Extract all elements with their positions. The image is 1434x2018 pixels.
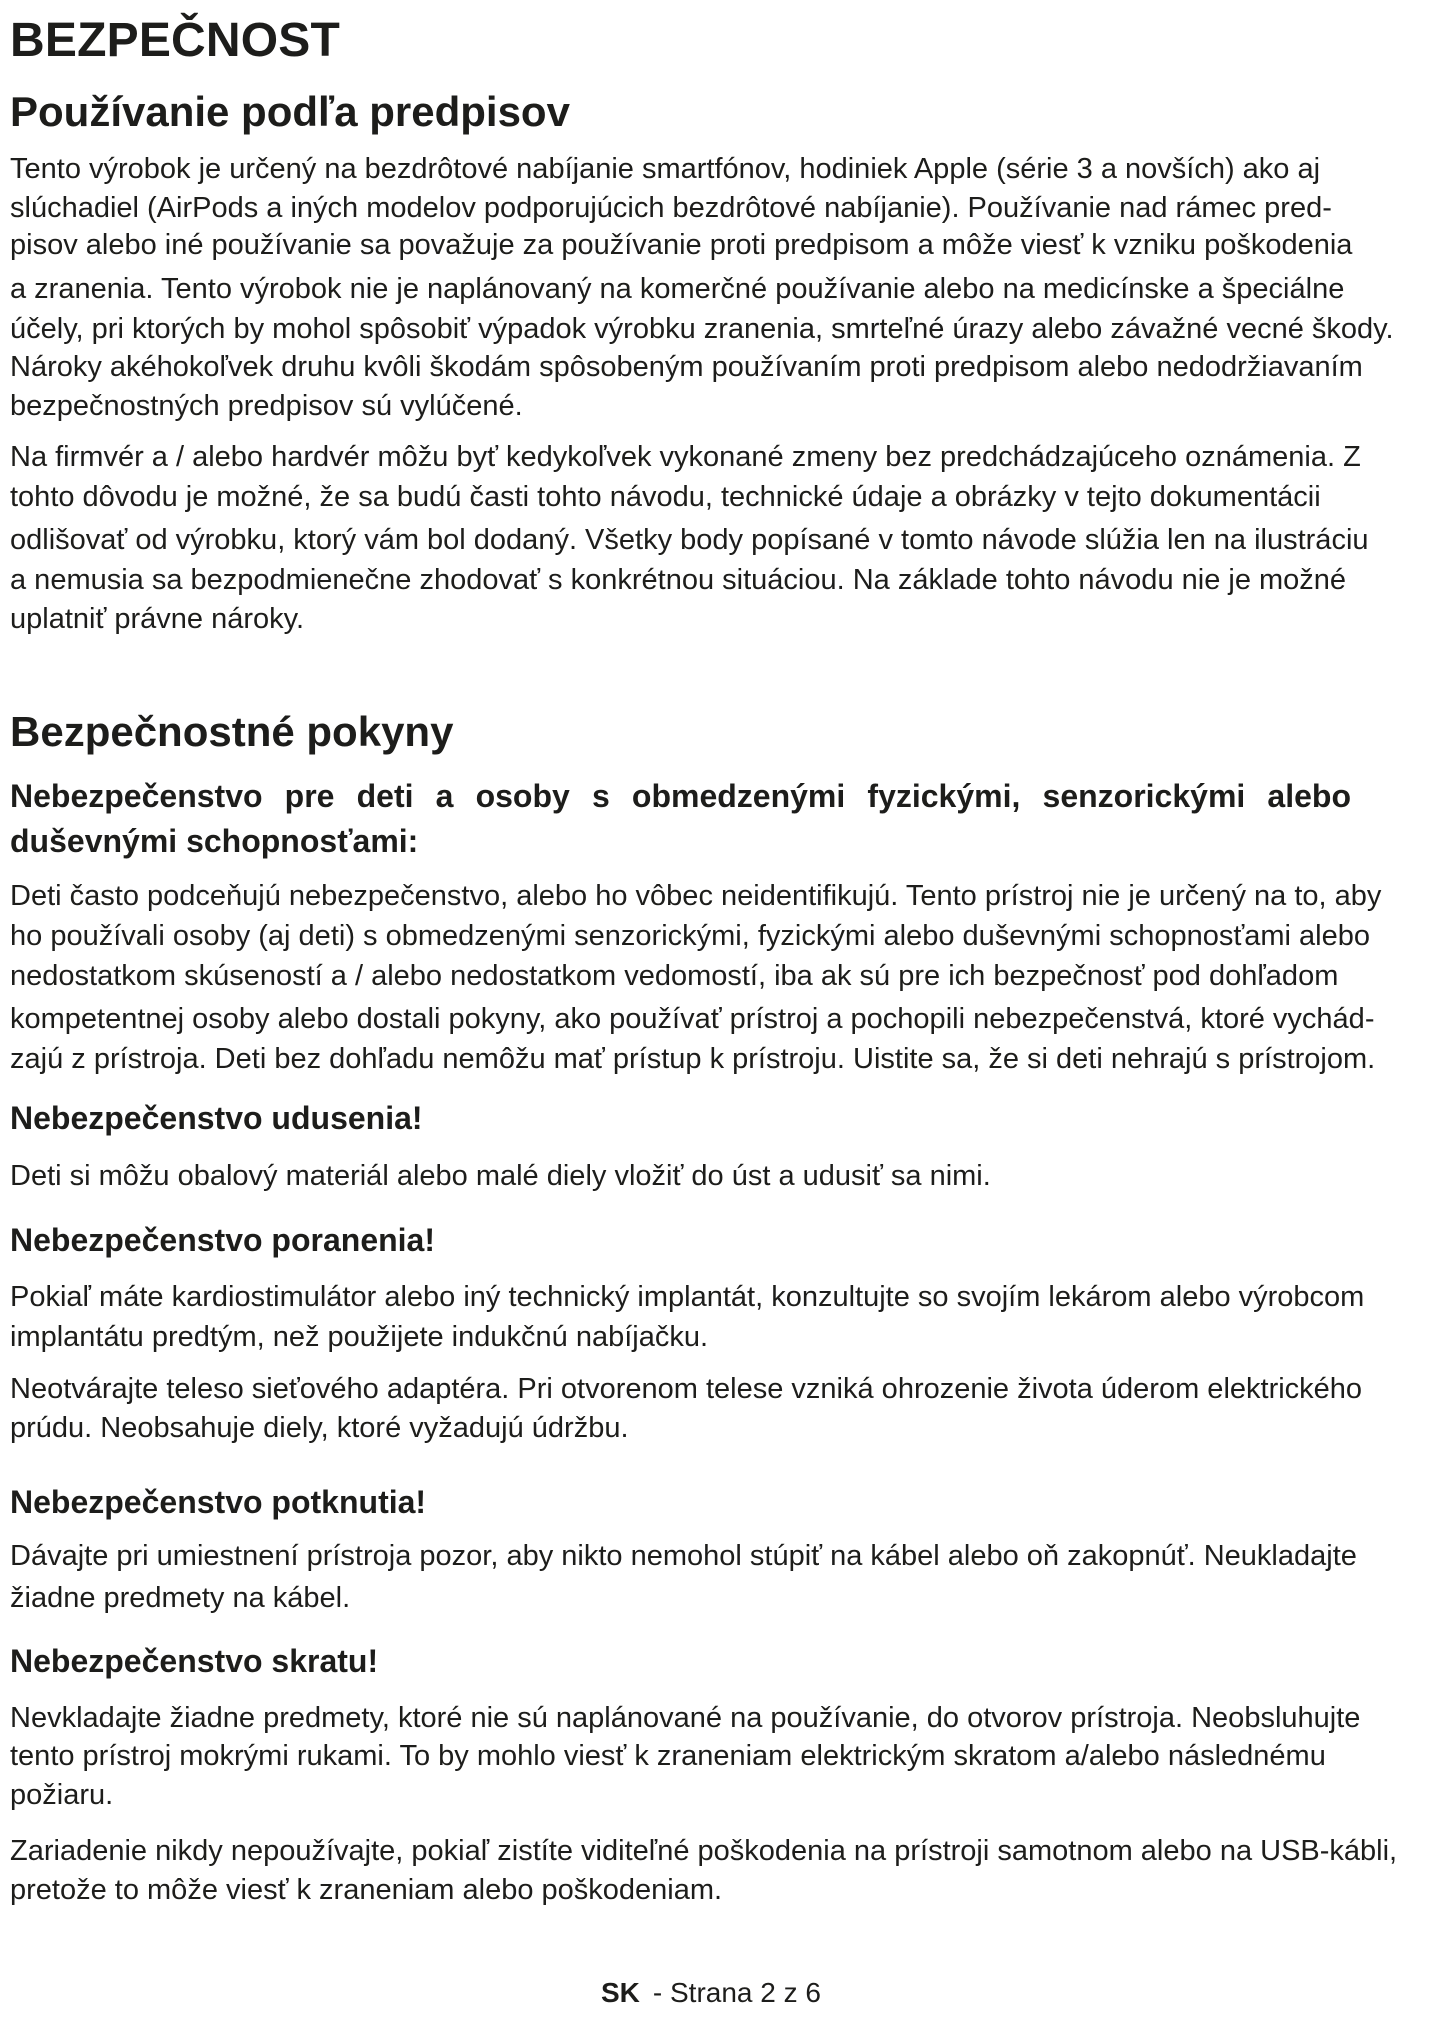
paragraph-line: Zariadenie nikdy nepoužívajte, pokiaľ zistíte viditeľné poškodenia na prístroji samotnom alebo na USB-kábli, bbox=[10, 1835, 1398, 1867]
paragraph-line: uplatniť právne nároky. bbox=[10, 603, 305, 635]
paragraph-line: tento prístroj mokrými rukami. To by mohlo viesť k zraneniam elektrickým skratom a/alebo následnému bbox=[10, 1740, 1326, 1772]
paragraph-line: nedostatkom skúseností a / alebo nedostatkom vedomostí, iba ak sú pre ich bezpečnosť pod dohľadom bbox=[10, 960, 1339, 992]
subsection-heading: Nebezpečenstvo pre deti a osoby s obmedzenými fyzickými, senzorickými alebo bbox=[10, 778, 1351, 814]
section-heading: Bezpečnostné pokyny bbox=[10, 708, 454, 755]
paragraph-line: odlišovať od výrobku, ktorý vám bol dodaný. Všetky body popísané v tomto návode slúžia len na ilustráciu bbox=[10, 524, 1369, 556]
paragraph-line: implantátu predtým, než použijete indukčnú nabíjačku. bbox=[10, 1321, 709, 1353]
section-heading: Používanie podľa predpisov bbox=[10, 88, 570, 135]
paragraph-line: Nároky akéhokoľvek druhu kvôli škodám spôsobeným používaním proti predpisom alebo nedodržiavaním bbox=[10, 351, 1363, 383]
paragraph-line: Dávajte pri umiestnení prístroja pozor, aby nikto nemohol stúpiť na kábel alebo oň zakopnúť. Neukladajte bbox=[10, 1540, 1357, 1572]
subsection-heading: Nebezpečenstvo potknutia! bbox=[10, 1484, 427, 1520]
paragraph-line: a nemusia sa bezpodmienečne zhodovať s konkrétnou situáciou. Na základe tohto návodu nie je možné bbox=[10, 564, 1347, 596]
paragraph-line: Neotvárajte teleso sieťového adaptéra. Pri otvorenom telese vzniká ohrozenie života úderom elektrického bbox=[10, 1373, 1363, 1405]
paragraph-line: Pokiaľ máte kardiostimulátor alebo iný technický implantát, konzultujte so svojím lekárom alebo výrobcom bbox=[10, 1281, 1365, 1313]
paragraph-line: bezpečnostných predpisov sú vylúčené. bbox=[10, 390, 523, 422]
paragraph-line: pisov alebo iné používanie sa považuje za používanie proti predpisom a môže viesť k vzniku poškodenia bbox=[10, 229, 1353, 261]
footer-language: SK bbox=[601, 1977, 640, 2008]
paragraph-line: Nevkladajte žiadne predmety, ktoré nie sú naplánované na používanie, do otvorov prístroja. Neobsluhujte bbox=[10, 1702, 1361, 1734]
subsection-heading: Nebezpečenstvo udusenia! bbox=[10, 1100, 423, 1136]
paragraph-line: a zranenia. Tento výrobok nie je naplánovaný na komerčné používanie alebo na medicínske a špeciálne bbox=[10, 273, 1345, 305]
paragraph-line: Na firmvér a / alebo hardvér môžu byť kedykoľvek vykonané zmeny bez predchádzajúceho oznámenia. Z bbox=[10, 441, 1361, 473]
paragraph-line: Deti si môžu obalový materiál alebo malé diely vložiť do úst a udusiť sa nimi. bbox=[10, 1160, 991, 1192]
paragraph-line: pretože to môže viesť k zraneniam alebo poškodeniam. bbox=[10, 1874, 723, 1906]
paragraph-line: Deti často podceňujú nebezpečenstvo, alebo ho vôbec neidentifikujú. Tento prístroj nie je určený na to, aby bbox=[10, 880, 1382, 912]
page-footer bbox=[601, 1975, 821, 2011]
paragraph-line: zajú z prístroja. Deti bez dohľadu nemôžu mať prístup k prístroju. Uistite sa, že si deti nehrajú s prístrojom. bbox=[10, 1043, 1376, 1075]
footer-page-number: - Strana 2 z 6 bbox=[652, 1977, 821, 2008]
paragraph-line: požiaru. bbox=[10, 1779, 114, 1811]
subsection-heading: Nebezpečenstvo poranenia! bbox=[10, 1222, 435, 1258]
subsection-heading: Nebezpečenstvo skratu! bbox=[10, 1643, 379, 1679]
paragraph-line: tohto dôvodu je možné, že sa budú časti tohto návodu, technické údaje a obrázky v tejto dokumentácii bbox=[10, 481, 1321, 513]
paragraph-line: žiadne predmety na kábel. bbox=[10, 1582, 351, 1614]
paragraph-line: slúchadiel (AirPods a iných modelov podporujúcich bezdrôtové nabíjanie). Používanie nad rámec pred- bbox=[10, 192, 1332, 224]
paragraph-line: kompetentnej osoby alebo dostali pokyny, ako používať prístroj a pochopili nebezpečenstvá, ktoré vychád- bbox=[10, 1003, 1375, 1035]
paragraph-line: Tento výrobok je určený na bezdrôtové nabíjanie smartfónov, hodiniek Apple (série 3 a novších) ako aj bbox=[10, 153, 1321, 185]
paragraph-line: ho používali osoby (aj deti) s obmedzenými senzorickými, fyzickými alebo duševnými schopnosťami alebo bbox=[10, 920, 1370, 952]
subsection-heading: duševnými schopnosťami: bbox=[10, 823, 419, 859]
paragraph-line: prúdu. Neobsahuje diely, ktoré vyžadujú údržbu. bbox=[10, 1412, 629, 1444]
document-title: BEZPEČNOST bbox=[10, 14, 341, 67]
paragraph-line: účely, pri ktorých by mohol spôsobiť výpadok výrobku zranenia, smrteľné úrazy alebo závažné vecné škody. bbox=[10, 313, 1394, 345]
